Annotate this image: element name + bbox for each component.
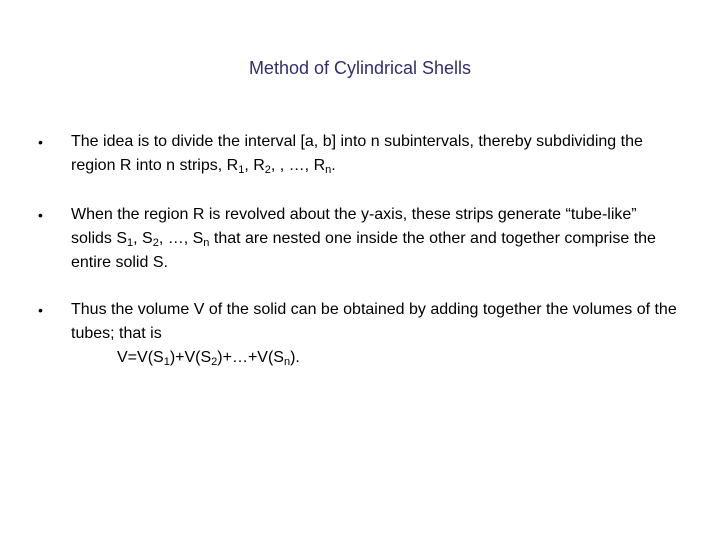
- text-run: The idea is to divide the interval [a, b] into n subintervals, thereby subdividing the region R into n strips, R: [71, 133, 643, 174]
- bullet-marker: •: [38, 207, 43, 223]
- bullet-marker: •: [38, 302, 43, 318]
- subscript: 2: [152, 237, 159, 249]
- subscript: 2: [264, 164, 271, 176]
- subscript: n: [325, 164, 332, 176]
- text-run: .: [331, 157, 336, 174]
- text-run: When the region R is revolved about the y-axis, these strips generate “tube-like” solids S: [71, 206, 637, 247]
- subscript: 1: [163, 356, 170, 368]
- formula-run: )+…+V(S: [217, 349, 284, 366]
- volume-formula: [71, 346, 681, 370]
- subscript: n: [203, 237, 210, 249]
- subscript: 1: [238, 164, 245, 176]
- formula-run: ).: [290, 349, 300, 366]
- formula-run: )+V(S: [169, 349, 212, 366]
- text-run: , R: [244, 157, 265, 174]
- text-run: Thus the volume V of the solid can be obtained by adding together the volumes of the tubes; that is: [71, 301, 677, 342]
- subscript: 2: [211, 356, 218, 368]
- text-run: that are nested one inside the other and together comprise the entire solid S.: [71, 230, 656, 271]
- subscript: n: [283, 356, 291, 368]
- text-run: , S: [133, 230, 153, 247]
- text-run: , …, S: [158, 230, 204, 247]
- bullet-text: [71, 130, 681, 178]
- formula-run: V=V(S: [117, 349, 164, 366]
- text-run: , , …, R: [270, 157, 326, 174]
- bullet-text: [71, 203, 681, 275]
- bullet-marker: •: [38, 134, 43, 150]
- subscript: 1: [127, 237, 134, 249]
- slide-title: Method of Cylindrical Shells: [248, 58, 472, 78]
- bullet-text: [71, 298, 681, 370]
